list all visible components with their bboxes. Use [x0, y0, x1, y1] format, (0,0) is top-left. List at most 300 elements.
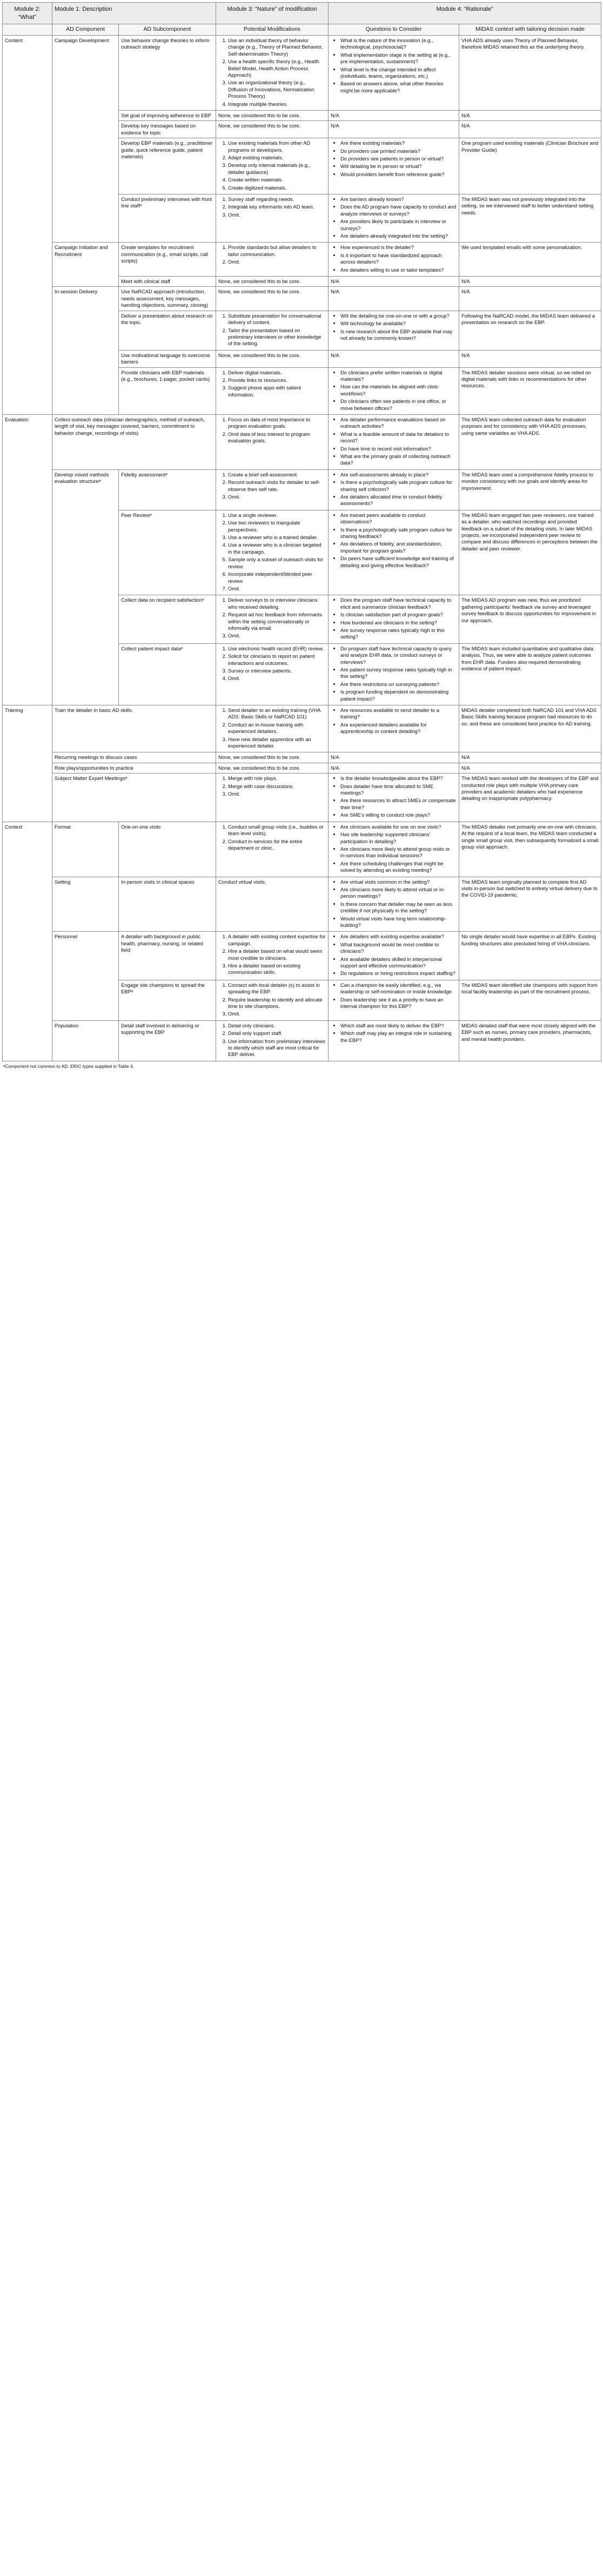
subcomponent-cell: Peer Reviewᵃ — [119, 510, 216, 595]
questions-cell-item: • Are providers likely to participate in interview or surveys? — [340, 218, 457, 232]
questions-cell-item: • Are patient survey response rates typically high in this setting? — [340, 667, 457, 680]
modifications-cell-item: 3. Develop only internal materials (e.g., detailer guidance) — [228, 162, 326, 176]
component-cell: Collect outreach data (clinician demographics, method of outreach, length of visit, key messages covered, barriers, commitment to behavior change, recordings of visits) — [52, 414, 216, 469]
modifications-cell-item: 1. Create a brief self-assessment. — [228, 472, 326, 478]
modifications-cell-item: 2. Use two reviewers to triangulate perspectives. — [228, 520, 326, 533]
questions-cell-item: • Will detailing be in person or virtual? — [340, 163, 457, 170]
modifications-cell-item: 1. Use existing materials from other AD programs or developers. — [228, 140, 326, 153]
modifications-cell-list — [218, 933, 326, 976]
questions-cell — [329, 110, 459, 120]
modifications-cell-item: 6. Incorporate independent/blinded peer review — [228, 571, 326, 584]
modifications-cell-item: 1. Merge with role plays. — [228, 775, 326, 782]
modifications-cell — [216, 774, 329, 822]
questions-cell-item: • Based on answers above, what other theories might be more applicable? — [340, 80, 457, 94]
modifications-cell-list — [218, 707, 326, 749]
modifications-cell — [216, 510, 329, 595]
questions-cell-item: • Do providers see patients in person or virtual? — [340, 156, 457, 162]
questions-cell — [329, 121, 459, 138]
module2-header: Module 2: “What” — [3, 3, 52, 24]
questions-cell-item: • How can the materials be aligned with clinic workflows? — [340, 384, 457, 397]
questions-cell — [329, 311, 459, 350]
modifications-cell-item: 2. Conduct an in-house training with experienced detailers. — [228, 722, 326, 735]
midas-cell: VHA ADS already uses Theory of Planned Behavior, therefore MIDAS retained this as the underlying theory. — [459, 35, 601, 110]
modifications-cell — [216, 277, 329, 287]
modifications-cell — [216, 243, 329, 277]
modifications-cell — [216, 822, 329, 877]
modifications-cell-text: None, we considered this to be core. — [218, 123, 301, 129]
questions-cell-list — [331, 707, 457, 735]
modifications-cell-item: 3. Omit. — [228, 494, 326, 500]
modifications-cell-item: 2. Hire a detailer based on what would seem most credible to clinicians. — [228, 948, 326, 961]
subcomponent-cell: Deliver a presentation about research on the topic. — [119, 311, 216, 350]
midas-cell: The MIDAS team engaged two peer reviewers, one trained as a detailer, who watched recordings and provided feedback on a subset of the detailing visits. In later MIDAS projects, we incorporated independent peer review to compare and discuss differences in perceptions between the detailer and peer reviewer. — [459, 510, 601, 595]
modifications-cell-item: 1. Use an individual theory of behavior change (e.g., Theory of Planned Behavior, Self-determination Theory) — [228, 37, 326, 57]
col-component-header: AD Component — [52, 24, 119, 36]
questions-cell-list — [331, 982, 457, 1010]
questions-cell-item: • What level is the change intended to affect (individuals, teams, organizations, etc.) — [340, 66, 457, 80]
modifications-cell-item: 5. Create digitized materials. — [228, 185, 326, 191]
modifications-cell-item: 1. Send detailer to an existing training (VHA ADS: Basic Skills or NaRCAD 101) — [228, 707, 326, 721]
questions-cell-text: N/A — [331, 278, 339, 285]
questions-cell-list — [331, 369, 457, 412]
questions-cell-item: • Will the detailing be one-on-one or with a group? — [340, 313, 457, 319]
modifications-cell-list — [218, 1023, 326, 1058]
what-cell: Context — [3, 822, 52, 1061]
modifications-cell-item: 5. Sample only a subset of outreach visits for review. — [228, 556, 326, 570]
questions-cell — [329, 822, 459, 877]
questions-cell-text: N/A — [331, 123, 339, 129]
what-cell: Content — [3, 35, 52, 414]
modifications-cell-item: 4. Create written materials. — [228, 177, 326, 183]
questions-cell-item: • Which staff may play an integral role in sustaining the EBP? — [340, 1030, 457, 1044]
questions-cell-item: • Are deviations of fidelity, and standardization, important for program goals? — [340, 541, 457, 554]
midas-cell: The MIDAS team worked with the developers of the EBP and conducted role plays with multiple VHA primary care providers and academic detailers who had experience detailing on inappropriate polypharmacy. — [459, 774, 601, 822]
subcomponent-cell: Meet with clinical staff — [119, 277, 216, 287]
modifications-cell — [216, 705, 329, 752]
questions-cell-item: • What is the nature of the innovation (e.g., technological, psychosocial)? — [340, 37, 457, 51]
modifications-cell — [216, 763, 329, 773]
questions-cell — [329, 643, 459, 705]
questions-cell-item: • Does the program staff have technical capacity to elicit and summarize clinician feedback? — [340, 597, 457, 610]
questions-cell-item: • How experienced is the detailer? — [340, 244, 457, 251]
questions-cell-item: • Are SME's willing to conduct role plays? — [340, 812, 457, 818]
questions-cell-item: • Is it important to have standardized approach across detailers? — [340, 252, 457, 266]
modifications-cell — [216, 877, 329, 932]
component-cell: Campaign Development — [52, 35, 119, 243]
subcomponent-cell: Detail staff involved in delivering or supporting the EBP — [119, 1020, 216, 1061]
midas-cell: MIDAS detailed staff that were most closely aligned with the EBP such as nurses, primary care providers, pharmacists, and mental health providers. — [459, 1020, 601, 1061]
questions-cell-item: • Will technology be available? — [340, 320, 457, 327]
modifications-cell-list — [218, 775, 326, 797]
modifications-cell — [216, 287, 329, 311]
questions-cell-item: • Are barriers already known? — [340, 196, 457, 203]
questions-cell-item: • Are there resources to attract SMEs or compensate their time? — [340, 797, 457, 811]
questions-cell-list — [331, 775, 457, 818]
questions-cell-item: • Do clinicians prefer written materials or digital materials? — [340, 369, 457, 383]
modifications-cell-text: None, we considered this to be core. — [218, 288, 301, 295]
questions-cell-item: • Are clinicians more likely to attend group visits or in-services than individual sessions? — [340, 846, 457, 859]
questions-cell — [329, 877, 459, 932]
component-cell: Train the detailer in basic AD skills. — [52, 705, 216, 752]
questions-cell-text: N/A — [331, 764, 339, 771]
questions-cell-item: • What implementation stage is the setting at (e.g., pre implementation, sustainment)? — [340, 52, 457, 65]
questions-cell — [329, 932, 459, 980]
modifications-cell-item: 2. Detail only support staff. — [228, 1030, 326, 1037]
questions-cell-item: • Do clinicians often see patients in one office, or move between offices? — [340, 398, 457, 412]
questions-cell-item: • Are detailers with existing expertise available? — [340, 933, 457, 940]
table-row — [3, 243, 601, 277]
modifications-cell-list — [218, 645, 326, 682]
questions-cell — [329, 277, 459, 287]
questions-cell-item: • Are detailer performance evaluations based on outreach activities? — [340, 416, 457, 430]
modifications-cell-item: 2. Provide links to resources. — [228, 377, 326, 384]
questions-cell-item: • Is program funding dependent on demonstrating patient impact? — [340, 689, 457, 702]
questions-cell — [329, 367, 459, 414]
table-row — [3, 752, 601, 763]
questions-cell-list — [331, 416, 457, 467]
column-header-row — [3, 24, 601, 36]
midas-cell: N/A — [459, 763, 601, 773]
questions-cell-item: • Are resources available to send detailer to a training? — [340, 707, 457, 721]
table-row — [3, 1020, 601, 1061]
modifications-cell-item: 4. Use a reviewer who is a clinician targeted in the campaign. — [228, 542, 326, 555]
questions-cell-item: • Are detailers already integrated into the setting? — [340, 233, 457, 239]
questions-cell — [329, 774, 459, 822]
modifications-cell-list — [218, 140, 326, 191]
midas-cell: The MIDAS team was not previously integrated into the setting, so we interviewed staff to better understand setting needs. — [459, 194, 601, 243]
questions-cell — [329, 752, 459, 763]
modifications-cell — [216, 311, 329, 350]
modifications-cell-item: 3. Suggest phone apps with salient information. — [228, 385, 326, 398]
modifications-cell-item: 1. Focus on data of most importance to program evaluation goals. — [228, 416, 326, 430]
col-what-header — [3, 24, 52, 36]
questions-cell-list — [331, 824, 457, 874]
midas-cell: N/A — [459, 287, 601, 311]
modifications-cell-list — [218, 416, 326, 445]
modifications-cell-list — [218, 244, 326, 265]
subcomponent-cell: Use NaRCAD approach (introduction, needs assessment, key messages, handling objections, summary, closing) — [119, 287, 216, 311]
modifications-cell-item: 3. Use a reviewer who is a trained detailer. — [228, 534, 326, 541]
subcomponent-cell: Use behavior change theories to inform outreach strategy — [119, 35, 216, 110]
modifications-cell-item: 1. Conduct small group visits (i.e., buddies or team level visits). — [228, 824, 326, 837]
questions-cell-item: • Are survey response rates typically high in this setting? — [340, 627, 457, 641]
modifications-cell-item: 1. Provide standards but allow detailers to tailor communication. — [228, 244, 326, 258]
modifications-cell — [216, 980, 329, 1020]
questions-cell-item: • Are there existing materials? — [340, 140, 457, 146]
midas-cell: No single detailer would have expertise in all EBPs. Existing funding structures also precluded hiring of VHA clinicians. — [459, 932, 601, 980]
questions-cell-text: N/A — [331, 112, 339, 118]
modifications-cell-text: None, we considered this to be core. — [218, 278, 301, 285]
subcomponent-cell: A detailer with background in public health, pharmacy, nursing, or related field — [119, 932, 216, 980]
questions-cell-item: • Are available detailers skilled in interpersonal support and effective communication? — [340, 956, 457, 970]
table-body — [3, 35, 601, 1061]
questions-cell — [329, 705, 459, 752]
questions-cell-item: • Are clinicians more likely to attend virtual or in-person meetings? — [340, 886, 457, 900]
component-cell: Setting — [52, 877, 119, 932]
table-row — [3, 287, 601, 311]
modifications-cell-item: 1. Survey staff regarding needs. — [228, 196, 326, 203]
modifications-cell-item: 1. A detailer with existing content expertise for campaign. — [228, 933, 326, 947]
modifications-cell — [216, 469, 329, 510]
questions-cell-list — [331, 140, 457, 178]
questions-cell-item: • Are detailers willing to use or tailor templates? — [340, 267, 457, 273]
midas-cell: MIDAS detailer completed both NaRCAD 101 and VHA ADS Basic Skills training because program had resources to do so, and these are considered best practice for AD training. — [459, 705, 601, 752]
modifications-cell-item: 1. Deliver digital materials. — [228, 369, 326, 376]
component-cell: Personnel — [52, 932, 119, 1020]
component-cell: Campaign Initiation and Recruitment — [52, 243, 119, 287]
questions-cell — [329, 243, 459, 277]
questions-cell-item: • Does detailer have time allocated to SME meetings? — [340, 783, 457, 797]
component-cell: Develop mixed methods evaluation structureᵃ — [52, 469, 119, 705]
modifications-cell-item: 3. Have new detailer apprentice with an experienced detailer. — [228, 736, 326, 750]
subcomponent-cell: Develop EBP materials (e.g., practitioner guide, quick reference guide, patient materials) — [119, 138, 216, 194]
modifications-cell-item: 2. Record outreach visits for detailer to self-observe then self rate. — [228, 479, 326, 493]
questions-cell-item: • Is clinician satisfaction part of program goals? — [340, 611, 457, 618]
modifications-cell-item: 1. Connect with local detailer (s) to assist in spreading the EBP. — [228, 982, 326, 996]
questions-cell-item: • Are there restrictions on surveying patients? — [340, 681, 457, 688]
questions-cell-item: • Can a champion be easily identified, e.g., via leadership or self-nomination or inside knowledge — [340, 982, 457, 996]
questions-cell-item: • What background would be most credible to clinicians? — [340, 941, 457, 955]
modifications-cell-text: None, we considered this to be core. — [218, 764, 301, 771]
modifications-cell — [216, 643, 329, 705]
subcomponent-cell: In-person visits in clinical spaces — [119, 877, 216, 932]
component-cell: In-session Delivery — [52, 287, 119, 415]
table-row — [3, 469, 601, 510]
modifications-cell-item: 2. Conduct in-services for the entire department or clinic. — [228, 838, 326, 852]
questions-cell-item: • Do peers have sufficient knowledge and training of detailing and giving effective feedback? — [340, 555, 457, 569]
modifications-cell-item: 7. Omit. — [228, 586, 326, 592]
subcomponent-cell: Provide clinicians with EBP materials (e.g., brochures, 1-pager, pocket cards) — [119, 367, 216, 414]
questions-cell-list — [331, 196, 457, 239]
modifications-cell — [216, 350, 329, 367]
questions-cell — [329, 510, 459, 595]
what-cell: Training — [3, 705, 52, 822]
questions-cell-list — [331, 244, 457, 273]
module4-header: Module 4: “Rationale” — [329, 3, 601, 24]
questions-cell-item: • Do regulations or hiring restrictions impact staffing? — [340, 970, 457, 977]
modifications-cell — [216, 367, 329, 414]
modifications-cell-item: 1. Deliver surveys to or interview clinicians who received detailing. — [228, 597, 326, 610]
midas-cell: N/A — [459, 277, 601, 287]
modifications-cell-item: 3. Survey or interview patients. — [228, 668, 326, 674]
midas-cell: The MIDAS detailer sessions were virtual, so we relied on digital materials with links or recommendations for other resources. — [459, 367, 601, 414]
modifications-cell-list — [218, 512, 326, 592]
questions-cell-list — [331, 1023, 457, 1044]
modifications-cell — [216, 1020, 329, 1061]
modifications-cell-list — [218, 313, 326, 347]
subcomponent-cell: Create templates for recruitment communication (e.g., email scripts, call scripts) — [119, 243, 216, 277]
table-row — [3, 705, 601, 752]
modifications-cell-item: 3. Omit. — [228, 1011, 326, 1017]
midas-cell: The MIDAS team included quantitative and qualitative data analysis. Thus, we were able to analyze patient outcomes from EHR data. Funders also required demonstrating evidence of patient impact. — [459, 643, 601, 705]
footnote: ᵃComponent not common to AD. ERIC types supplied in Table 4. — [3, 1063, 135, 1069]
modifications-cell-item: 2. Omit data of less interest to program evaluation goals. — [228, 431, 326, 445]
modifications-cell-item: 4. Omit. — [228, 675, 326, 682]
modifications-cell-item: 3. Use an organizational theory (e.g., Diffusion of Innovations, Normalization Process Theory) — [228, 79, 326, 99]
questions-cell-item: • Are there scheduling challenges that might be solved by attending an existing meeting? — [340, 860, 457, 874]
modifications-cell — [216, 752, 329, 763]
questions-cell — [329, 35, 459, 110]
questions-cell-item: • What is a feasible amount of data for detailers to record? — [340, 431, 457, 445]
modifications-cell — [216, 194, 329, 243]
questions-cell-item: • Do providers use printed materials? — [340, 148, 457, 154]
questions-cell-item: • Are experienced detailers available for apprenticeship or content detailing? — [340, 722, 457, 735]
midas-cell: One program used existing materials (Clinician Brochure and Provider Guide) — [459, 138, 601, 194]
questions-cell-list — [331, 597, 457, 640]
modifications-cell — [216, 414, 329, 469]
modifications-cell-item: 2. Adapt existing materials. — [228, 154, 326, 161]
modifications-cell — [216, 595, 329, 643]
table-row — [3, 932, 601, 980]
modifications-cell-list — [218, 196, 326, 218]
modifications-cell-list — [218, 824, 326, 852]
subcomponent-cell: Engage site champions to spread the EBPᵃ — [119, 980, 216, 1020]
questions-cell-item: • Has site leadership supported clinicians' participation in detailing? — [340, 831, 457, 845]
midas-cell: The MIDAS detailer met primarily one-on-one with clinicians. At the request of a local team, the MIDAS team conducted a single small group visit, then subsequently formalized a small group visit approach. — [459, 822, 601, 877]
table-row — [3, 822, 601, 877]
modifications-cell-item: 2. Integrate key informants into AD team. — [228, 204, 326, 210]
modification-table — [2, 2, 601, 1061]
modifications-cell-text: Conduct virtual visits. — [218, 878, 266, 885]
col-subcomponent-header: AD Subcomponent — [119, 24, 216, 36]
modifications-cell-item: 1. Use electronic health record (EHR) review. — [228, 645, 326, 652]
component-cell: Subject Matter Expert Meetingsᵃ — [52, 774, 216, 822]
midas-cell: N/A — [459, 350, 601, 367]
midas-cell: N/A — [459, 110, 601, 120]
module-header-row — [3, 3, 601, 24]
component-cell: Format — [52, 822, 119, 877]
questions-cell-item: • Would providers benefit from reference guide? — [340, 171, 457, 178]
midas-cell: Following the NaRCAD model, the MIDAS team delivered a presentation on research on the EBP. — [459, 311, 601, 350]
subcomponent-cell: Conduct preliminary interviews with front line staffᵃ — [119, 194, 216, 243]
midas-cell: We used templated emails with some personalization. — [459, 243, 601, 277]
questions-cell-item: • Do have time to record visit information? — [340, 446, 457, 452]
col-modifications-header: Potential Modifications — [216, 24, 329, 36]
questions-cell-text: N/A — [331, 352, 339, 358]
questions-cell — [329, 763, 459, 773]
questions-cell-item: • What are the primary goals of collecting outreach data? — [340, 453, 457, 467]
table-container — [2, 2, 601, 1070]
modifications-cell-item: 3. Use information from preliminary interviews to identify which staff are most critical for EBP deliver. — [228, 1038, 326, 1058]
what-cell: Evaluation — [3, 414, 52, 705]
col-midas-header: MIDAS context with tailoring decision made — [459, 24, 601, 36]
modifications-cell-text: None, we considered this to be core. — [218, 352, 301, 358]
subcomponent-cell: Collect patient impact dataᵃ — [119, 643, 216, 705]
questions-cell-item: • Are self-assessments already in place? — [340, 472, 457, 478]
modifications-cell-item: 3. Hire a detailer based on existing communication skills. — [228, 963, 326, 976]
subcomponent-cell: One-on-one visits — [119, 822, 216, 877]
table-row — [3, 877, 601, 932]
module1-header: Module 1: Description — [52, 3, 216, 24]
modifications-cell — [216, 932, 329, 980]
midas-cell: The MIDAS team collected outreach data for evaluation purposes and for consistency with VHA ADS processes, using same variables as VHA ADS. — [459, 414, 601, 469]
midas-cell: The MIDAS team used a comprehensive fidelity process to monitor consistency with our goals and identify areas for improvement. — [459, 469, 601, 510]
subcomponent-cell: Use motivational language to overcome barriers — [119, 350, 216, 367]
modifications-cell-text: None, we considered this to be core. — [218, 112, 301, 118]
modifications-cell-list — [218, 472, 326, 501]
table-row — [3, 774, 601, 822]
modifications-cell-item: 3. Omit. — [228, 212, 326, 218]
modifications-cell — [216, 121, 329, 138]
modifications-cell-list — [218, 982, 326, 1018]
questions-cell — [329, 194, 459, 243]
questions-cell-text: N/A — [331, 754, 339, 761]
questions-cell — [329, 595, 459, 643]
midas-cell: N/A — [459, 752, 601, 763]
modifications-cell — [216, 138, 329, 194]
questions-cell-list — [331, 313, 457, 342]
midas-cell: N/A — [459, 121, 601, 138]
modifications-cell-item: 2. Request ad hoc feedback from informants within the setting conversationally or informally via email. — [228, 611, 326, 631]
questions-cell-item: • Is there a psychologically safe program culture for sharing feedback? — [340, 527, 457, 540]
module3-header: Module 3: “Nature” of modification — [216, 3, 329, 24]
questions-cell — [329, 287, 459, 311]
questions-cell-text: N/A — [331, 288, 339, 295]
questions-cell — [329, 414, 459, 469]
midas-cell: The MIDAS AD program was new, thus we prioritized gathering participants’ feedback via survey and leveraged survey feedback to discuss opportunities for improvement in our approach. — [459, 595, 601, 643]
questions-cell-list — [331, 472, 457, 507]
component-cell: Population — [52, 1020, 119, 1061]
modifications-cell-item: 2. Omit. — [228, 259, 326, 265]
modifications-cell-list — [218, 597, 326, 639]
questions-cell-list — [331, 37, 457, 94]
modifications-cell-list — [218, 37, 326, 107]
modifications-cell-item: 1. Substitute presentation for conversational delivery of content. — [228, 313, 326, 326]
component-cell: Recurring meetings to discuss cases — [52, 752, 216, 763]
questions-cell-list — [331, 645, 457, 702]
questions-cell-item: • Would virtual visits have long term relationship-building? — [340, 916, 457, 929]
questions-cell-item: • Does leadership see it as a priority to have an internal champion for this EBP? — [340, 997, 457, 1010]
questions-cell — [329, 469, 459, 510]
questions-cell-list — [331, 879, 457, 929]
questions-cell-list — [331, 512, 457, 569]
modifications-cell-item: 1. Detail only clinicians. — [228, 1023, 326, 1029]
table-row — [3, 35, 601, 110]
modifications-cell-item: 2. Tailor the presentation based on preliminary interviews or other knowledge of the setting. — [228, 327, 326, 347]
col-questions-header: Questions to Consider — [329, 24, 459, 36]
subcomponent-cell: Set goal of improving adherence to EBP — [119, 110, 216, 120]
questions-cell-item: • Are trained peers available to conduct observations? — [340, 512, 457, 526]
modifications-cell-list — [218, 369, 326, 399]
table-row — [3, 763, 601, 773]
modifications-cell — [216, 110, 329, 120]
midas-cell: The MIDAS team originally planned to complete first AD visits in-person but switched to entirely virtual delivery due to the COVID-19 pandemic. — [459, 877, 601, 932]
questions-cell — [329, 980, 459, 1020]
modifications-cell-item: 2. Merge with case discussions. — [228, 783, 326, 790]
questions-cell-list — [331, 933, 457, 977]
midas-cell: The MIDAS team identified site champions with support from local facility leadership as part of the recruitment process. — [459, 980, 601, 1020]
questions-cell-item: • Are clinicians available for one on one visits? — [340, 824, 457, 830]
table-row — [3, 414, 601, 469]
modifications-cell-item: 4. Integrate multiple theories. — [228, 101, 326, 107]
questions-cell-item: • Is the detailer knowledgeable about the EBP? — [340, 775, 457, 782]
questions-cell-item: • Is there concern that detailer may be seen as less credible if not physically in the setting? — [340, 901, 457, 914]
questions-cell-item: • Do program staff have technical capacity to query and analyze EHR data, or conduct surveys or interviews? — [340, 645, 457, 665]
modifications-cell-item: 3. Omit. — [228, 633, 326, 639]
modifications-cell-text: None, we considered this to be core. — [218, 754, 301, 761]
questions-cell-item: • Does the AD program have capacity to conduct and analyze interviews or surveys? — [340, 204, 457, 217]
modifications-cell — [216, 35, 329, 110]
modifications-cell-item: 3. Omit. — [228, 791, 326, 797]
questions-cell-item: • Is there a psychologically safe program culture for sharing self criticism? — [340, 479, 457, 493]
questions-cell-item: • Are virtual visits common in the setting? — [340, 879, 457, 885]
questions-cell — [329, 138, 459, 194]
subcomponent-cell: Develop key messages based on evidence for topic — [119, 121, 216, 138]
modifications-cell-item: 2. Use a health specific theory (e.g., Health Belief Model, Health Action Process Approach) — [228, 58, 326, 78]
questions-cell-item: • How burdened are clinicians in the setting? — [340, 620, 457, 626]
modifications-cell-item: 1. Use a single reviewer. — [228, 512, 326, 519]
questions-cell-item: • Which staff are most likely to deliver the EBP? — [340, 1023, 457, 1029]
